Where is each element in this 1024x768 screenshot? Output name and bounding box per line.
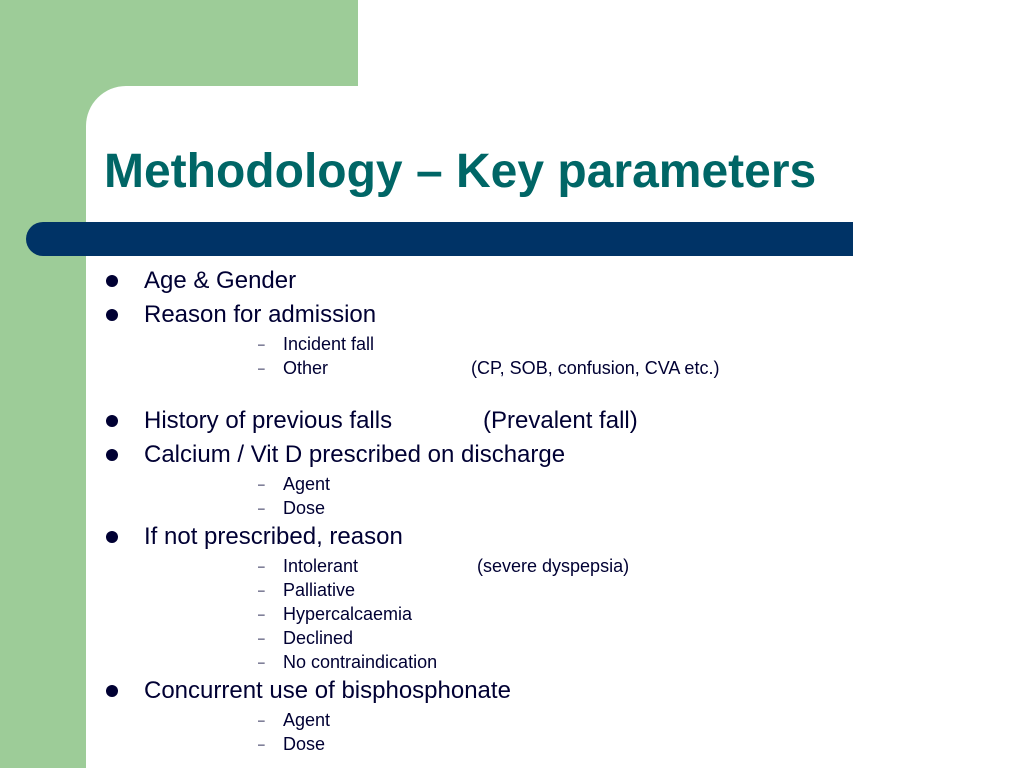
sub-bullet-text: Incident fall bbox=[283, 334, 375, 354]
sub-bullet-note: (CP, SOB, confusion, CVA etc.) bbox=[471, 358, 720, 378]
dash-icon: – bbox=[258, 607, 265, 621]
dash-icon: – bbox=[258, 583, 265, 597]
bullet-dot-icon bbox=[106, 531, 118, 543]
sub-bullet-text: Dose bbox=[283, 734, 326, 754]
sub-bullet-text: Hypercalcaemia bbox=[283, 604, 413, 624]
bullet-dot-icon bbox=[106, 275, 118, 287]
sub-bullet-text: Palliative bbox=[283, 580, 356, 600]
bullet-text: Calcium / Vit D prescribed on discharge bbox=[144, 441, 566, 468]
sub-bullet-text: Dose bbox=[283, 498, 326, 518]
bullet-text: Reason for admission bbox=[144, 301, 377, 328]
bullet-dot-icon bbox=[106, 415, 118, 427]
sub-bullet-text: Agent bbox=[283, 474, 331, 494]
sub-bullet-note: (severe dyspepsia) bbox=[477, 556, 630, 576]
sub-bullet-text: Agent bbox=[283, 710, 331, 730]
title-underline-bar bbox=[26, 222, 853, 256]
bullet-dot-icon bbox=[106, 449, 118, 461]
sub-bullet-text: No contraindication bbox=[283, 652, 438, 672]
dash-icon: – bbox=[258, 501, 265, 515]
dash-icon: – bbox=[258, 477, 265, 491]
sub-bullet-text: Declined bbox=[283, 628, 354, 648]
sub-bullet-text: Intolerant bbox=[283, 556, 359, 576]
sub-bullet-text: Other bbox=[283, 358, 329, 378]
dash-icon: – bbox=[258, 361, 265, 375]
dash-icon: – bbox=[258, 559, 265, 573]
bullet-text: History of previous falls bbox=[144, 407, 393, 434]
bullet-text: Age & Gender bbox=[144, 267, 297, 294]
dash-icon: – bbox=[258, 631, 265, 645]
bullet-dot-icon bbox=[106, 685, 118, 697]
bullet-text: If not prescribed, reason bbox=[144, 523, 403, 550]
bullet-note: (Prevalent fall) bbox=[483, 407, 638, 434]
dash-icon: – bbox=[258, 655, 265, 669]
bullet-text: Concurrent use of bisphosphonate bbox=[144, 677, 511, 704]
dash-icon: – bbox=[258, 737, 265, 751]
slide-title: Methodology – Key parameters bbox=[104, 145, 817, 198]
bullet-dot-icon bbox=[106, 309, 118, 321]
dash-icon: – bbox=[258, 337, 265, 351]
dash-icon: – bbox=[258, 713, 265, 727]
